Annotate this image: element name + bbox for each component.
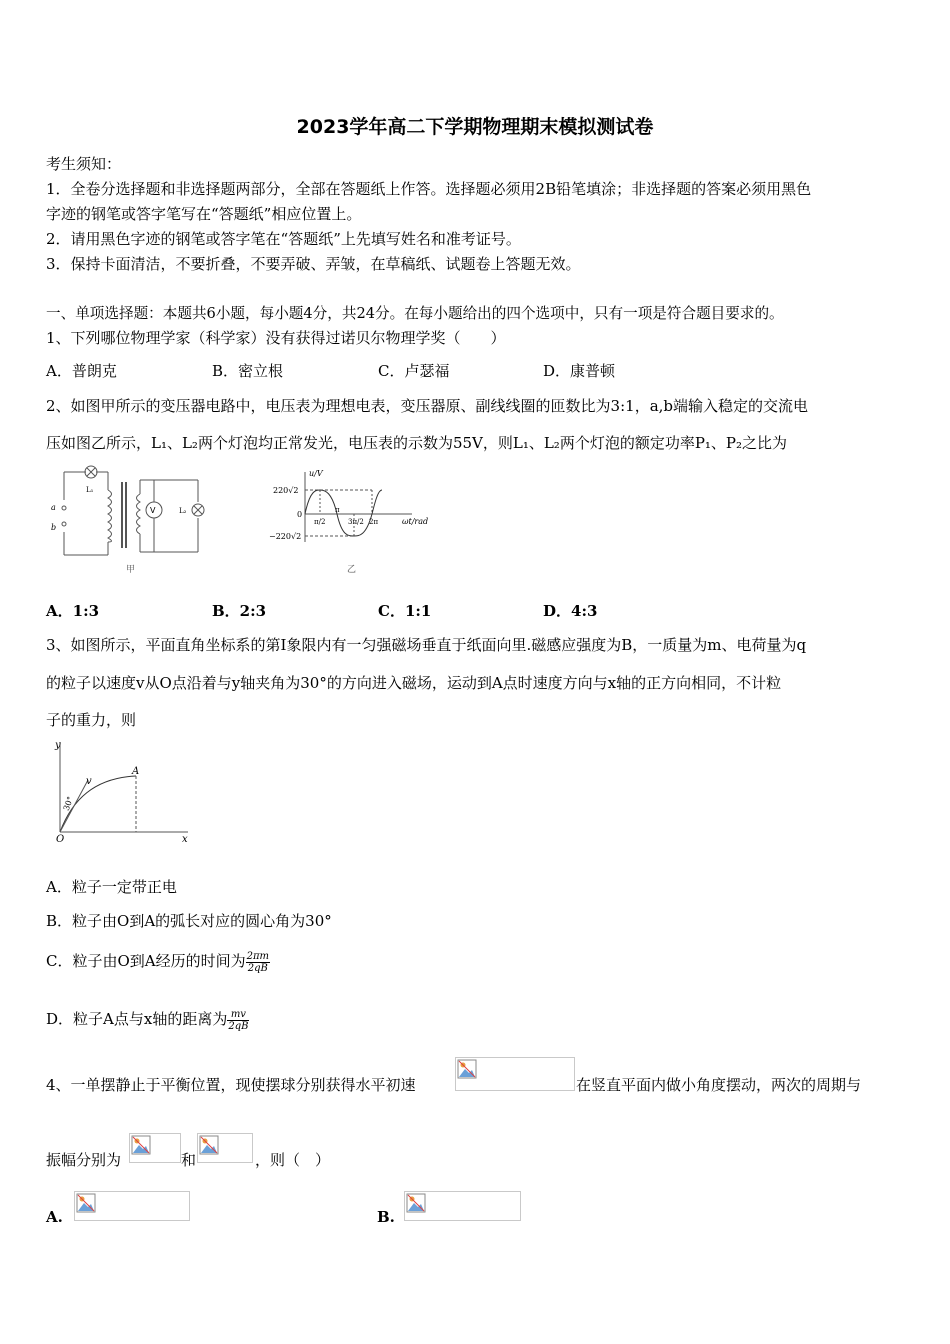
q1-option-c: C．卢瑟福 bbox=[378, 362, 450, 380]
x-axis-label: x bbox=[182, 834, 188, 845]
point-a-label: A bbox=[132, 766, 140, 777]
origin-label: O bbox=[56, 834, 65, 845]
fraction-denominator: 2qB bbox=[247, 962, 268, 974]
label-a: a bbox=[51, 503, 56, 512]
question-3-stem-line1: 3、如图所示，平面直角坐标系的第I象限内有一匀强磁场垂直于纸面向里.磁感应强度为B，一质量为m、电荷量为q bbox=[46, 636, 807, 654]
x-axis-label: ωt/rad bbox=[402, 517, 429, 526]
broken-image-icon bbox=[197, 1133, 253, 1163]
q4-option-a-label: A. bbox=[46, 1208, 63, 1226]
label-voltmeter: V bbox=[150, 506, 156, 515]
question-4-stem-part2: 在竖直平面内做小角度摆动，两次的周期与 bbox=[576, 1076, 862, 1094]
fraction bbox=[246, 951, 270, 974]
q3-option-d-text: D．粒子A点与x轴的距离为 bbox=[46, 1010, 228, 1028]
tick-pi: π bbox=[335, 506, 340, 514]
question-2-stem-line2: 压如图乙所示，L₁、L₂两个灯泡均正常发光，电压表的示数为55V，则L₁、L₂两个灯泡的额定功率P₁、P₂之比为 bbox=[46, 434, 788, 452]
figure-caption-yi: 乙 bbox=[347, 565, 357, 575]
q2-option-c: C．1:1 bbox=[378, 602, 432, 620]
origin-label: 0 bbox=[297, 510, 303, 519]
fraction-numerator: 2πm bbox=[246, 950, 270, 962]
velocity-label: v bbox=[86, 776, 92, 787]
notice-item: 3．保持卡面清洁，不要折叠，不要弄破、弄皱，在草稿纸、试题卷上答题无效。 bbox=[46, 255, 581, 273]
y-max-label: 220√2 bbox=[273, 486, 299, 495]
broken-image-icon bbox=[74, 1191, 190, 1221]
question-4-stem-part4: 和 bbox=[181, 1151, 197, 1169]
q3-option-c-text: C．粒子由O到A经历的时间为 bbox=[46, 952, 246, 970]
tick-3pi-over-2: 3π/2 bbox=[348, 518, 364, 526]
voltage-waveform-figure bbox=[262, 462, 442, 580]
page-title: 2023学年高二下学期物理期末模拟测试卷 bbox=[296, 116, 654, 138]
q3-option-a: A．粒子一定带正电 bbox=[46, 878, 177, 896]
question-2-stem-line1: 2、如图甲所示的变压器电路中，电压表为理想电表，变压器原、副线线圈的匝数比为3:1，a,b端输入稳定的交流电 bbox=[46, 397, 809, 415]
question-4-stem-part5: ，则（ ） bbox=[255, 1151, 331, 1169]
transformer-circuit-figure bbox=[46, 460, 216, 580]
section-heading: 一、单项选择题：本题共6小题，每小题4分，共24分。在每小题给出的四个选项中，只有一项是符合题目要求的。 bbox=[46, 305, 784, 322]
broken-image-icon bbox=[455, 1057, 575, 1091]
q3-option-b: B．粒子由O到A的弧长对应的圆心角为30° bbox=[46, 912, 332, 930]
label-b: b bbox=[51, 523, 57, 532]
broken-image-icon bbox=[129, 1133, 181, 1163]
notice-item: 1．全卷分选择题和非选择题两部分，全部在答题纸上作答。选择题必须用2B铅笔填涂；非选择题的答案必须用黑色 bbox=[46, 180, 812, 198]
y-min-label: −220√2 bbox=[269, 532, 302, 541]
question-3-stem-line3: 子的重力，则 bbox=[46, 711, 137, 729]
y-axis-label: y bbox=[55, 740, 61, 751]
fraction-numerator: mv bbox=[227, 1009, 249, 1021]
notice-heading: 考生须知： bbox=[46, 155, 122, 173]
q2-option-d: D．4:3 bbox=[543, 602, 598, 620]
q3-option-d bbox=[46, 1008, 249, 1032]
q3-option-c bbox=[46, 950, 270, 974]
q1-option-d: D．康普顿 bbox=[543, 362, 616, 380]
q2-option-b: B．2:3 bbox=[212, 602, 267, 620]
q2-option-a: A．1:3 bbox=[46, 602, 100, 620]
fraction bbox=[227, 1009, 249, 1032]
label-l1: L₁ bbox=[86, 486, 94, 494]
tick-pi-over-2: π/2 bbox=[314, 518, 326, 526]
fraction-denominator: 2qB bbox=[228, 1020, 249, 1032]
question-4-stem-part1: 4、一单摆静止于平衡位置，现使摆球分别获得水平初速 bbox=[46, 1076, 416, 1094]
q4-option-b-label: B. bbox=[377, 1208, 395, 1226]
question-4-stem-part3: 振幅分别为 bbox=[46, 1151, 122, 1169]
broken-image-icon bbox=[404, 1191, 521, 1221]
figure-caption-jia: 甲 bbox=[126, 565, 136, 575]
q1-option-b: B．密立根 bbox=[212, 362, 284, 380]
question-3-stem-line2: 的粒子以速度v从O点沿着与y轴夹角为30°的方向进入磁场，运动到A点时速度方向与x轴的正方向相同，不计粒 bbox=[46, 674, 782, 692]
q1-option-a: A．普朗克 bbox=[46, 362, 117, 380]
notice-item: 字迹的钢笔或答字笔写在“答题纸”相应位置上。 bbox=[46, 205, 362, 223]
tick-2pi: 2π bbox=[369, 518, 379, 526]
question-1-stem: 1、下列哪位物理学家（科学家）没有获得过诺贝尔物理学奖（ ） bbox=[46, 329, 506, 347]
label-l2: L₂ bbox=[179, 507, 187, 515]
y-axis-label: u/V bbox=[309, 469, 323, 478]
magnetic-field-trajectory-figure bbox=[48, 736, 196, 848]
angle-label: 30° bbox=[61, 795, 76, 812]
notice-item: 2．请用黑色字迹的钢笔或答字笔在“答题纸”上先填写姓名和准考证号。 bbox=[46, 230, 521, 248]
